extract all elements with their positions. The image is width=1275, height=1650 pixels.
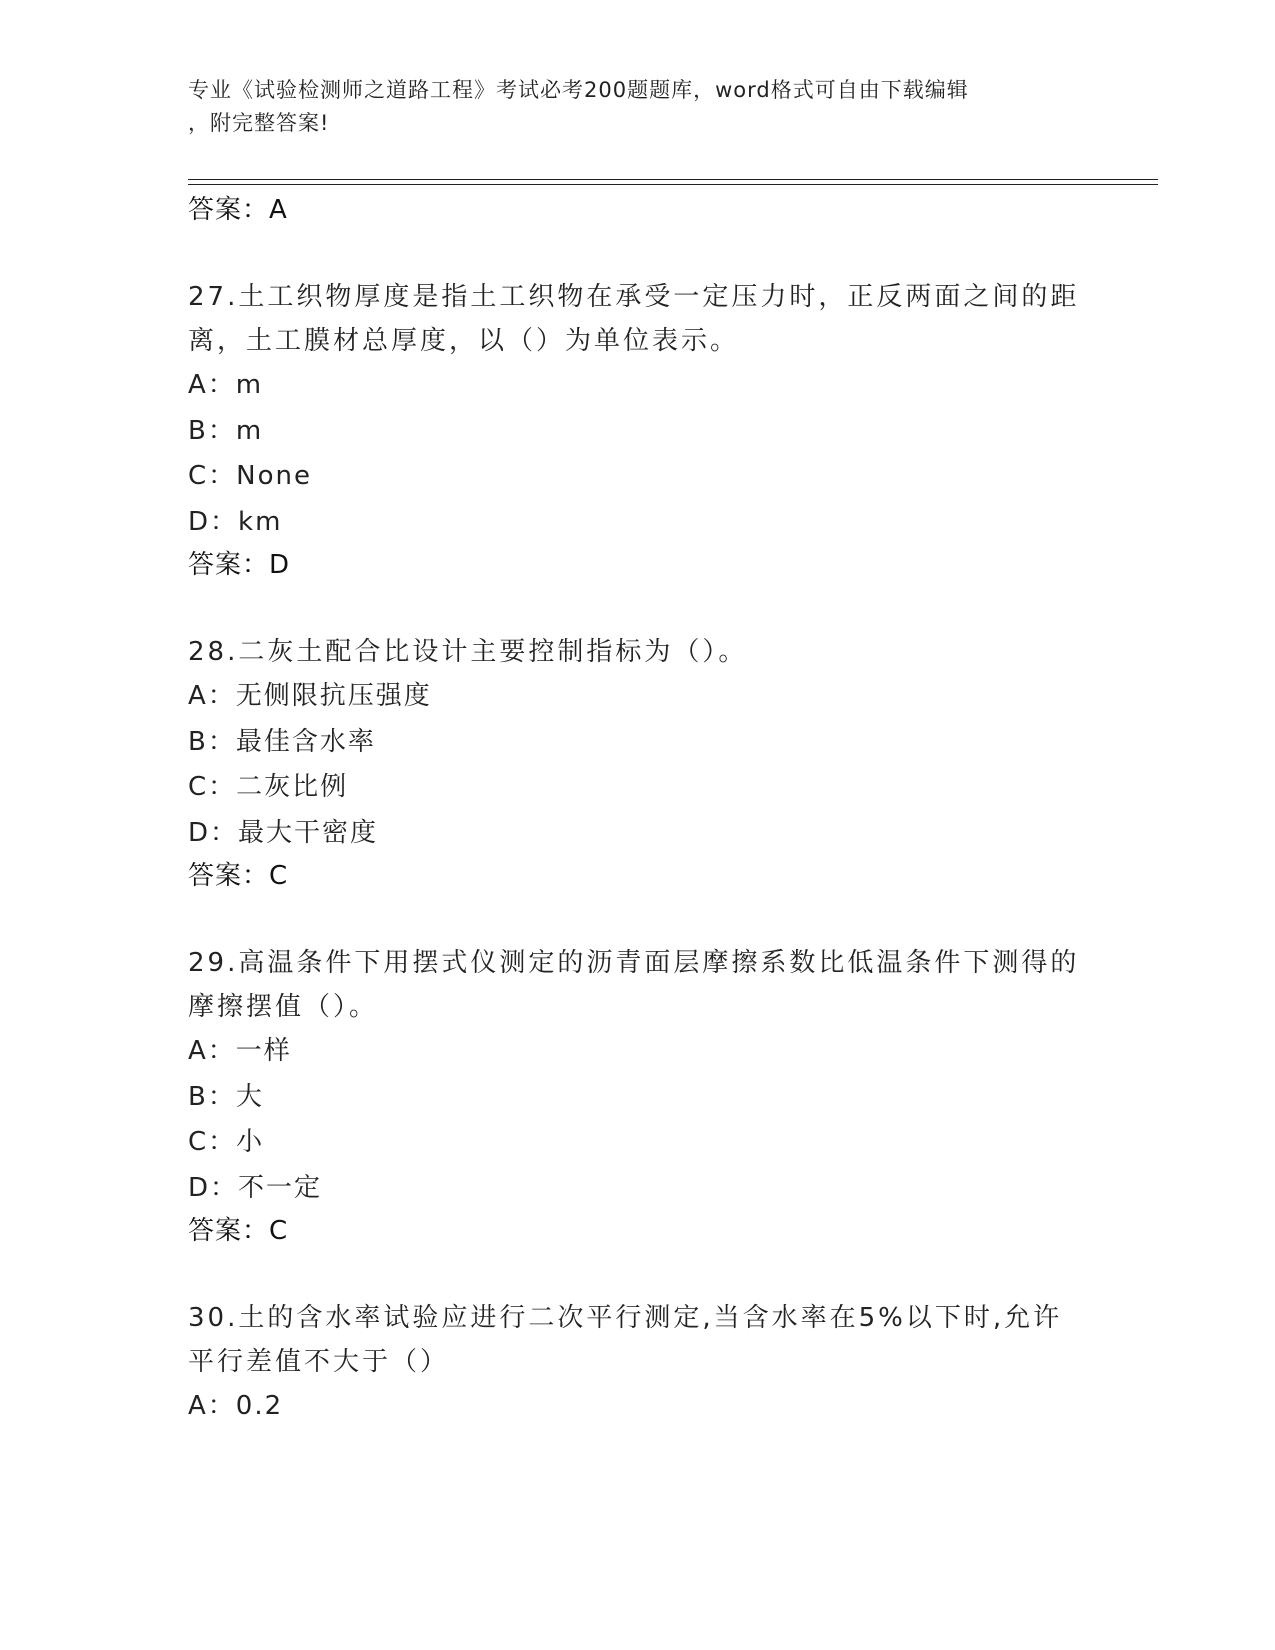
answer-line: 答案：A <box>188 195 288 225</box>
question-stem: 29.高温条件下用摆式仪测定的沥青面层摩擦系数比低温条件下测得的摩擦摆值（）。 <box>188 948 1080 1022</box>
header-divider-bottom <box>188 184 1158 185</box>
answer-line: 答案：C <box>188 1216 289 1246</box>
question-item <box>188 630 1088 896</box>
answer-line: 答案：D <box>188 550 291 580</box>
question-item <box>188 1296 1088 1430</box>
header-line-1: 专业《试验检测师之道路工程》考试必考200题题库，word格式可自由下载编辑 <box>188 78 969 102</box>
question-item <box>188 941 1088 1251</box>
answer-line: 答案：C <box>188 861 289 891</box>
option-a: A：无侧限抗压强度 <box>188 681 432 711</box>
option-a: A：m <box>188 370 264 400</box>
question-stem: 30.土的含水率试验应进行二次平行测定,当含水率在5%以下时,允许平行差值不大于（） <box>188 1303 1063 1377</box>
option-b: B：m <box>188 415 264 446</box>
question-list <box>188 190 1088 1430</box>
header-line-2: ，附完整答案! <box>188 111 330 135</box>
option-c: C：二灰比例 <box>188 772 349 802</box>
option-c: C：小 <box>188 1127 265 1157</box>
question-stem: 28.二灰土配合比设计主要控制指标为（）。 <box>188 637 748 667</box>
page-header <box>188 74 1068 140</box>
option-c: C：None <box>188 461 312 491</box>
question-item <box>188 275 1088 585</box>
option-d: D：km <box>188 506 283 537</box>
option-a: A：一样 <box>188 1036 292 1066</box>
option-a: A：0.2 <box>188 1391 284 1421</box>
option-d: D：不一定 <box>188 1172 323 1203</box>
option-b: B：最佳含水率 <box>188 726 376 757</box>
option-d: D：最大干密度 <box>188 817 379 848</box>
header-divider-top <box>188 179 1158 180</box>
question-stem: 27.土工织物厚度是指土工织物在承受一定压力时，正反两面之间的距离，土工膜材总厚度，以（）为单位表示。 <box>188 282 1080 356</box>
option-b: B：大 <box>188 1081 264 1112</box>
